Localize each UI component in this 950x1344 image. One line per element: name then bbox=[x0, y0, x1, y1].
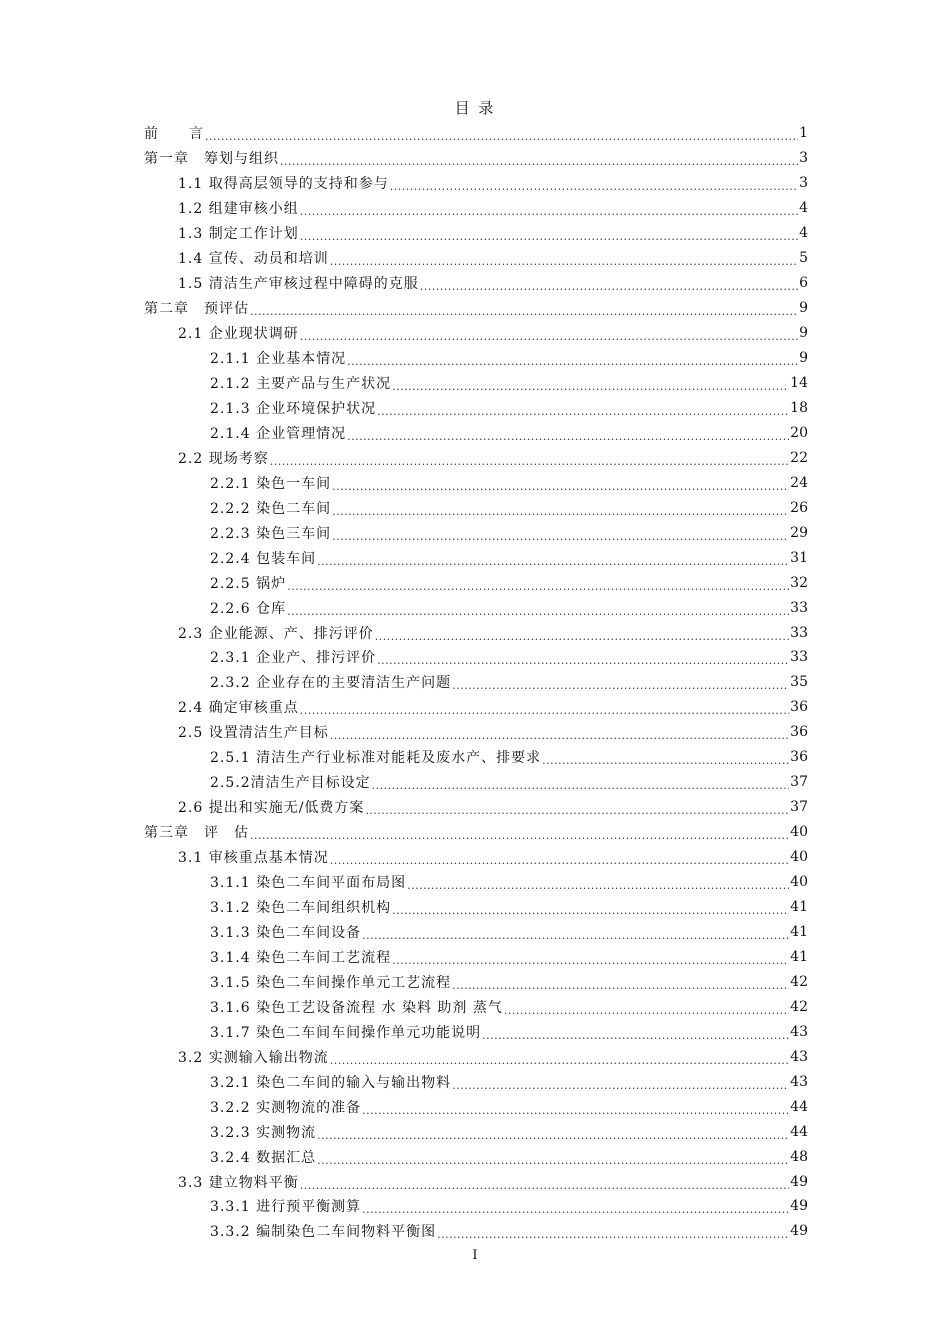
dot-leader bbox=[280, 153, 798, 169]
toc-entry[interactable] bbox=[144, 520, 808, 545]
toc-entry[interactable] bbox=[144, 969, 808, 994]
toc-entry[interactable] bbox=[144, 146, 808, 171]
toc-entry[interactable] bbox=[144, 1194, 808, 1219]
dot-leader bbox=[317, 1152, 789, 1168]
dot-leader bbox=[250, 827, 789, 843]
toc-entry-page: 49 bbox=[790, 1173, 808, 1190]
toc-entry-page: 42 bbox=[790, 998, 808, 1015]
toc-entry[interactable] bbox=[144, 1094, 808, 1119]
dot-leader bbox=[362, 1201, 789, 1217]
toc-entry[interactable] bbox=[144, 820, 808, 845]
dot-leader bbox=[482, 1027, 789, 1043]
toc-entry[interactable] bbox=[144, 545, 808, 570]
toc-entry-label: 3.3.1 进行预平衡测算 bbox=[210, 1199, 362, 1216]
dot-leader bbox=[392, 952, 789, 968]
toc-entry-page: 4 bbox=[799, 225, 808, 242]
toc-entry-page: 40 bbox=[790, 874, 808, 891]
toc-entry-label: 2.3.1 企业产、排污评价 bbox=[210, 650, 377, 667]
dot-leader bbox=[362, 1102, 789, 1118]
toc-entry[interactable] bbox=[144, 371, 808, 396]
toc-entry-page: 14 bbox=[790, 375, 808, 391]
toc-entry-label: 第一章 筹划与组织 bbox=[144, 151, 279, 168]
dot-leader bbox=[452, 1077, 789, 1093]
toc-entry-page: 41 bbox=[790, 899, 808, 916]
toc-entry-label: 3.2.4 数据汇总 bbox=[210, 1149, 317, 1166]
toc-entry-page: 29 bbox=[790, 524, 808, 541]
toc-entry-page: 35 bbox=[790, 674, 808, 691]
toc-entry[interactable] bbox=[144, 121, 808, 146]
toc-entry[interactable] bbox=[144, 944, 808, 969]
toc-entry[interactable] bbox=[144, 645, 808, 670]
toc-entry-label: 2.1.3 企业环境保护状况 bbox=[210, 400, 377, 417]
toc-entry[interactable] bbox=[144, 470, 808, 495]
toc-entry-label: 2.2.1 染色一车间 bbox=[210, 475, 332, 492]
toc-entry-label: 1.3 制定工作计划 bbox=[178, 226, 299, 243]
dot-leader bbox=[504, 1002, 789, 1018]
page-number: I bbox=[472, 1248, 478, 1263]
toc-entry-label: 1.1 取得高层领导的支持和参与 bbox=[178, 176, 389, 193]
dot-leader bbox=[390, 178, 798, 194]
toc-entry-label: 3.1.3 染色二车间设备 bbox=[210, 924, 362, 941]
dot-leader bbox=[300, 702, 789, 718]
toc-entry-page: 37 bbox=[790, 774, 808, 791]
table-of-contents bbox=[144, 121, 808, 1244]
dot-leader bbox=[365, 802, 789, 818]
dot-leader bbox=[332, 478, 789, 494]
toc-entry-page: 36 bbox=[790, 699, 808, 716]
dot-leader bbox=[437, 1226, 789, 1242]
toc-entry[interactable] bbox=[144, 795, 808, 820]
toc-entry-label: 2.3 企业能源、产、排污评价 bbox=[178, 625, 374, 642]
dot-leader bbox=[300, 328, 798, 344]
toc-entry-page: 33 bbox=[790, 599, 808, 616]
dot-leader bbox=[542, 752, 789, 768]
toc-entry-label: 3.1 审核重点基本情况 bbox=[178, 850, 329, 867]
dot-leader bbox=[392, 902, 789, 918]
toc-entry-label: 前 言 bbox=[144, 126, 204, 143]
toc-entry[interactable] bbox=[144, 1069, 808, 1094]
toc-entry-label: 3.3 建立物料平衡 bbox=[178, 1174, 299, 1191]
dot-leader bbox=[300, 228, 798, 244]
toc-entry-label: 2.2.2 染色二车间 bbox=[210, 500, 332, 517]
toc-entry-page: 43 bbox=[790, 1023, 808, 1040]
toc-entry-label: 3.3.2 编制染色二车间物料平衡图 bbox=[210, 1224, 437, 1241]
toc-entry-label: 2.2.4 包装车间 bbox=[210, 550, 317, 567]
toc-entry[interactable] bbox=[144, 296, 808, 321]
toc-entry-page: 49 bbox=[790, 1223, 808, 1240]
toc-entry-page: 33 bbox=[790, 649, 808, 666]
toc-entry-label: 3.1.5 染色二车间操作单元工艺流程 bbox=[210, 974, 452, 991]
dot-leader bbox=[287, 578, 789, 594]
dot-leader bbox=[377, 403, 789, 419]
toc-entry-label: 2.2.6 仓库 bbox=[210, 600, 287, 617]
dot-leader bbox=[362, 927, 789, 943]
toc-entry[interactable] bbox=[144, 845, 808, 870]
toc-entry[interactable] bbox=[144, 495, 808, 520]
toc-entry[interactable] bbox=[144, 321, 808, 346]
dot-leader bbox=[270, 453, 789, 469]
toc-entry-label: 2.2.5 锅炉 bbox=[210, 575, 287, 592]
toc-entry[interactable] bbox=[144, 1119, 808, 1144]
toc-entry-label: 2.1.1 企业基本情况 bbox=[210, 351, 347, 368]
toc-entry-label: 2.5.2清洁生产目标设定 bbox=[210, 775, 371, 792]
toc-entry[interactable] bbox=[144, 994, 808, 1019]
toc-entry[interactable] bbox=[144, 271, 808, 296]
dot-leader bbox=[300, 1177, 789, 1193]
dot-leader bbox=[330, 253, 798, 269]
dot-leader bbox=[317, 553, 789, 569]
toc-entry-label: 2.5.1 清洁生产行业标准对能耗及废水产、排要求 bbox=[210, 750, 542, 767]
toc-entry-page: 3 bbox=[799, 175, 808, 192]
toc-title: 目 录 bbox=[454, 99, 496, 117]
toc-entry[interactable] bbox=[144, 395, 808, 420]
toc-entry-page: 18 bbox=[790, 399, 808, 416]
dot-leader bbox=[452, 677, 789, 693]
toc-entry[interactable] bbox=[144, 720, 808, 745]
toc-entry-label: 第三章 评 估 bbox=[144, 825, 249, 842]
toc-entry-page: 9 bbox=[799, 350, 808, 367]
dot-leader bbox=[452, 977, 789, 993]
toc-entry-page: 36 bbox=[790, 749, 808, 766]
toc-entry-label: 3.1.6 染色工艺设备流程 水 染料 助剂 蒸气 bbox=[210, 999, 503, 1016]
toc-entry-page: 9 bbox=[799, 300, 808, 317]
toc-entry-label: 2.1 企业现状调研 bbox=[178, 326, 299, 343]
toc-entry[interactable] bbox=[144, 196, 808, 221]
dot-leader bbox=[332, 503, 789, 519]
toc-entry[interactable] bbox=[144, 420, 808, 445]
dot-leader bbox=[372, 777, 790, 793]
toc-entry[interactable] bbox=[144, 895, 808, 920]
toc-entry[interactable] bbox=[144, 1044, 808, 1069]
toc-entry-page: 48 bbox=[790, 1148, 808, 1165]
dot-leader bbox=[347, 428, 789, 444]
toc-entry-page: 6 bbox=[799, 275, 808, 292]
toc-entry-label: 1.5 清洁生产审核过程中障碍的克服 bbox=[178, 276, 419, 293]
toc-entry-page: 33 bbox=[790, 624, 808, 641]
toc-entry-page: 42 bbox=[790, 973, 808, 990]
toc-entry[interactable] bbox=[144, 1144, 808, 1169]
dot-leader bbox=[300, 203, 798, 219]
dot-leader bbox=[377, 652, 789, 668]
toc-entry-page: 41 bbox=[790, 948, 808, 965]
toc-entry[interactable] bbox=[144, 920, 808, 945]
dot-leader bbox=[287, 603, 789, 619]
toc-entry-label: 2.4 确定审核重点 bbox=[178, 700, 299, 717]
toc-entry-label: 3.1.1 染色二车间平面布局图 bbox=[210, 875, 407, 892]
toc-entry-label: 2.2.3 染色三车间 bbox=[210, 525, 332, 542]
dot-leader bbox=[375, 628, 789, 644]
toc-entry-label: 1.2 组建审核小组 bbox=[178, 201, 299, 218]
toc-entry-label: 2.6 提出和实施无/低费方案 bbox=[178, 800, 365, 817]
dot-leader bbox=[205, 128, 798, 144]
toc-entry[interactable] bbox=[144, 870, 808, 895]
toc-entry-label: 1.4 宣传、动员和培训 bbox=[178, 251, 329, 268]
toc-entry-page: 41 bbox=[790, 923, 808, 940]
toc-entry-label: 2.3.2 企业存在的主要清洁生产问题 bbox=[210, 675, 452, 692]
toc-entry[interactable] bbox=[144, 670, 808, 695]
dot-leader bbox=[392, 378, 789, 394]
dot-leader bbox=[330, 852, 789, 868]
toc-entry-label: 3.2 实测输入输出物流 bbox=[178, 1049, 329, 1066]
toc-entry-page: 26 bbox=[790, 499, 808, 516]
toc-entry-page: 20 bbox=[790, 424, 808, 441]
dot-leader bbox=[407, 877, 789, 893]
toc-entry[interactable] bbox=[144, 445, 808, 470]
toc-entry-page: 5 bbox=[799, 250, 808, 267]
toc-entry-page: 44 bbox=[790, 1098, 808, 1115]
toc-entry-label: 3.2.3 实测物流 bbox=[210, 1124, 317, 1141]
toc-entry-page: 22 bbox=[790, 449, 808, 466]
toc-entry[interactable] bbox=[144, 770, 808, 795]
toc-entry-page: 44 bbox=[790, 1123, 808, 1140]
dot-leader bbox=[317, 1127, 789, 1143]
toc-entry[interactable] bbox=[144, 1219, 808, 1244]
toc-entry[interactable] bbox=[144, 570, 808, 595]
toc-entry-label: 3.2.1 染色二车间的输入与输出物料 bbox=[210, 1074, 452, 1091]
toc-entry-label: 2.1.2 主要产品与生产状况 bbox=[210, 376, 392, 392]
dot-leader bbox=[420, 278, 798, 294]
toc-entry-page: 31 bbox=[790, 549, 808, 566]
toc-entry-label: 2.2 现场考察 bbox=[178, 450, 269, 467]
toc-entry-label: 3.2.2 实测物流的准备 bbox=[210, 1099, 362, 1116]
toc-entry[interactable] bbox=[144, 221, 808, 246]
toc-entry-page: 49 bbox=[790, 1198, 808, 1215]
toc-entry-page: 24 bbox=[790, 474, 808, 491]
toc-entry-page: 3 bbox=[799, 150, 808, 167]
toc-entry[interactable] bbox=[144, 620, 808, 645]
dot-leader bbox=[332, 528, 789, 544]
dot-leader bbox=[347, 353, 798, 369]
toc-entry-label: 3.1.4 染色二车间工艺流程 bbox=[210, 949, 392, 966]
dot-leader bbox=[250, 303, 798, 319]
toc-entry-page: 4 bbox=[799, 200, 808, 217]
toc-entry-page: 43 bbox=[790, 1073, 808, 1090]
toc-entry-label: 2.1.4 企业管理情况 bbox=[210, 425, 347, 442]
toc-entry[interactable] bbox=[144, 595, 808, 620]
toc-entry-label: 2.5 设置清洁生产目标 bbox=[178, 725, 329, 742]
toc-entry[interactable] bbox=[144, 745, 808, 770]
toc-entry[interactable] bbox=[144, 1019, 808, 1044]
toc-entry-page: 43 bbox=[790, 1048, 808, 1065]
toc-entry-page: 37 bbox=[790, 799, 808, 816]
toc-entry-label: 3.1.2 染色二车间组织机构 bbox=[210, 900, 392, 917]
toc-entry-page: 1 bbox=[799, 125, 808, 142]
toc-entry-page: 9 bbox=[799, 325, 808, 342]
toc-entry[interactable] bbox=[144, 246, 808, 271]
toc-entry-page: 40 bbox=[790, 849, 808, 866]
toc-entry[interactable] bbox=[144, 171, 808, 196]
dot-leader bbox=[330, 727, 789, 743]
toc-entry-page: 36 bbox=[790, 724, 808, 741]
toc-entry[interactable] bbox=[144, 346, 808, 371]
dot-leader bbox=[330, 1052, 789, 1068]
toc-entry[interactable] bbox=[144, 1169, 808, 1194]
toc-entry-label: 第二章 预评估 bbox=[144, 301, 249, 318]
toc-entry[interactable] bbox=[144, 695, 808, 720]
toc-entry-label: 3.1.7 染色二车间车间操作单元功能说明 bbox=[210, 1024, 482, 1041]
toc-entry-page: 32 bbox=[790, 574, 808, 591]
toc-entry-page: 40 bbox=[790, 824, 808, 841]
